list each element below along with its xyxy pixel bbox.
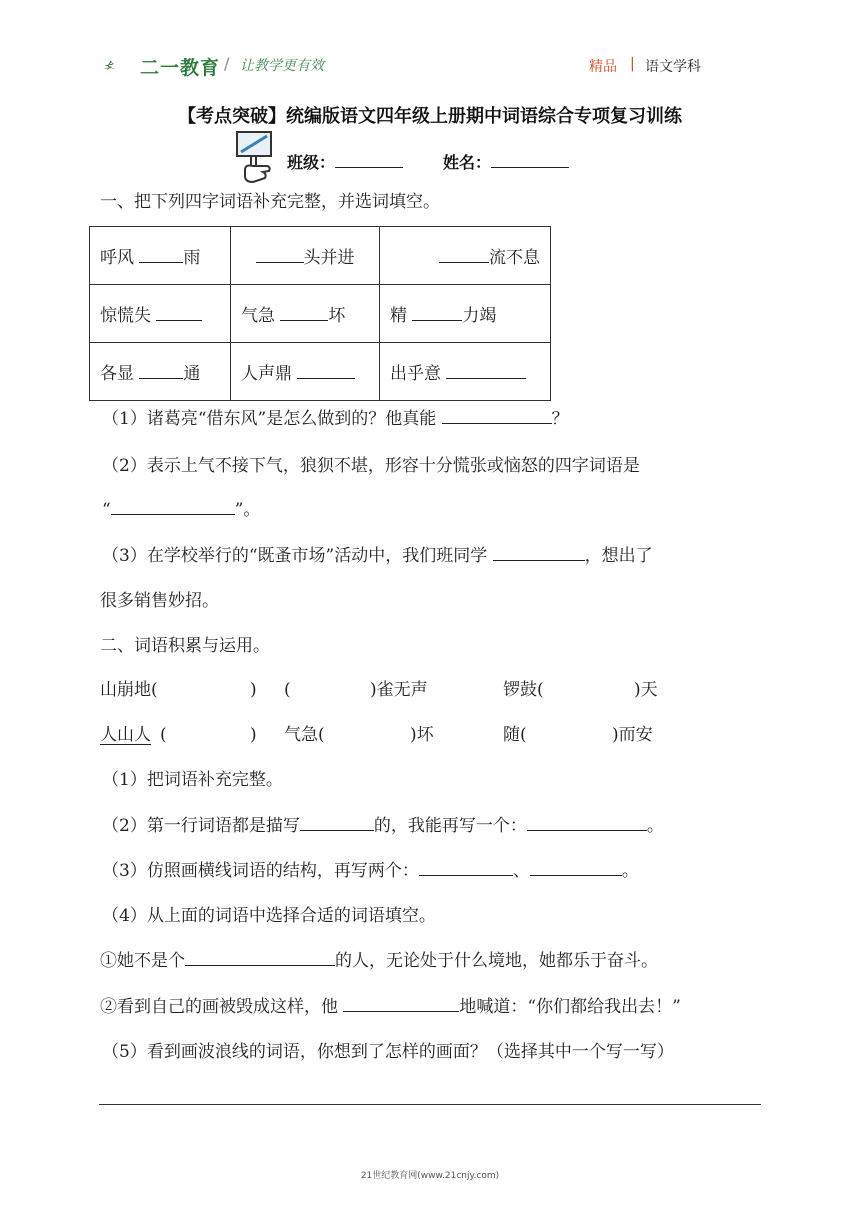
- answer-blank[interactable]: [111, 499, 235, 515]
- table-cell[interactable]: 惊慌失: [90, 285, 231, 343]
- s1-question-3: （3）在学校举行的“既蚤市场”活动中，我们班同学 ，想出了: [102, 546, 653, 566]
- idiom-6[interactable]: 随(: [503, 725, 527, 745]
- subject-label: 语文学科: [645, 59, 701, 75]
- class-field[interactable]: 班级：: [287, 150, 403, 173]
- idiom-3[interactable]: 锣鼓(: [503, 680, 544, 700]
- runner-logo-icon: [104, 50, 140, 80]
- table-cell[interactable]: 人声鼎: [231, 343, 380, 401]
- section2-heading: 二、词语积累与运用。: [100, 636, 270, 656]
- answer-blank[interactable]: [185, 950, 335, 966]
- s1-question-1: （1）诸葛亮“借东风”是怎么做到的？他真能 ？: [102, 409, 569, 429]
- idiom-1-close: ): [250, 680, 257, 700]
- idiom-table: [89, 226, 551, 401]
- table-cell[interactable]: 各显 通: [90, 343, 231, 401]
- page-title: 【考点突破】统编版语文四年级上册期中词语综合专项复习训练: [178, 106, 682, 127]
- answer-blank[interactable]: [527, 815, 647, 831]
- header-separator: |: [630, 56, 635, 72]
- slogan: 让教学更有效: [240, 58, 324, 74]
- answer-blank[interactable]: [300, 815, 374, 831]
- answer-blank[interactable]: [530, 860, 622, 876]
- idiom-5-close: )坏: [410, 725, 434, 745]
- s2-question-4-2: ②看到自己的画被毁成这样，他 地喊道：“你们都给我出去！”: [100, 997, 681, 1017]
- table-row: [90, 285, 551, 343]
- answer-blank[interactable]: [343, 996, 459, 1012]
- answer-line[interactable]: [99, 1104, 761, 1105]
- s2-question-4-1: ①她不是个 的人，无论处于什么境地，她都乐于奋斗。: [100, 951, 658, 971]
- idiom-4-close: ): [250, 725, 257, 745]
- table-cell[interactable]: 气急 坏: [231, 285, 380, 343]
- idiom-1[interactable]: 山崩地(: [100, 680, 158, 700]
- header-divider: /: [224, 54, 230, 73]
- idiom-5[interactable]: 气急(: [284, 725, 325, 745]
- section1-heading: 一、把下列四字词语补充完整，并选词填空。: [100, 192, 440, 212]
- s1-question-2: （2）表示上气不接下气，狼狈不堪，形容十分慌张或恼怒的四字词语是: [102, 456, 640, 476]
- answer-blank[interactable]: [442, 408, 552, 424]
- table-row: [90, 227, 551, 285]
- answer-blank[interactable]: [419, 860, 513, 876]
- s2-question-5: （5）看到画波浪线的词语，你想到了怎样的画面？（选择其中一个写一写）: [102, 1042, 674, 1062]
- idiom-4-underlined: 人山人: [100, 725, 151, 745]
- s2-question-1: （1）把词语补充完整。: [102, 770, 283, 790]
- table-cell[interactable]: 流不息: [380, 227, 551, 285]
- s2-question-3: （3）仿照画横线词语的结构，再写两个： 、 。: [102, 861, 639, 881]
- s1-question-2-answer: “ ”。: [102, 500, 261, 520]
- idiom-4-open[interactable]: (: [160, 725, 167, 745]
- brand-name: 二一教育: [140, 57, 221, 79]
- jingpin-label: 精品: [589, 59, 617, 75]
- s2-question-2: （2）第一行词语都是描写 的，我能再写一个： 。: [102, 816, 664, 836]
- s1-question-3-cont: 很多销售妙招。: [100, 591, 219, 611]
- idiom-3-close: )天: [634, 680, 658, 700]
- s2-question-4: （4）从上面的词语中选择合适的词语填空。: [102, 906, 436, 926]
- idiom-2: )雀无声: [370, 680, 428, 700]
- footer-text: 21世纪教育网(www.21cnjy.com): [360, 1171, 500, 1181]
- table-row: [90, 343, 551, 401]
- table-cell[interactable]: 出乎意: [380, 343, 551, 401]
- idiom-6-close: )而安: [612, 725, 653, 745]
- name-field[interactable]: 姓名：: [443, 150, 569, 173]
- idiom-2-open[interactable]: (: [284, 680, 291, 700]
- table-cell[interactable]: 精 力竭: [380, 285, 551, 343]
- table-cell[interactable]: 呼风 雨: [90, 227, 231, 285]
- hand-sign-icon: [233, 130, 283, 186]
- answer-blank[interactable]: [493, 545, 585, 561]
- table-cell[interactable]: 头并进: [231, 227, 380, 285]
